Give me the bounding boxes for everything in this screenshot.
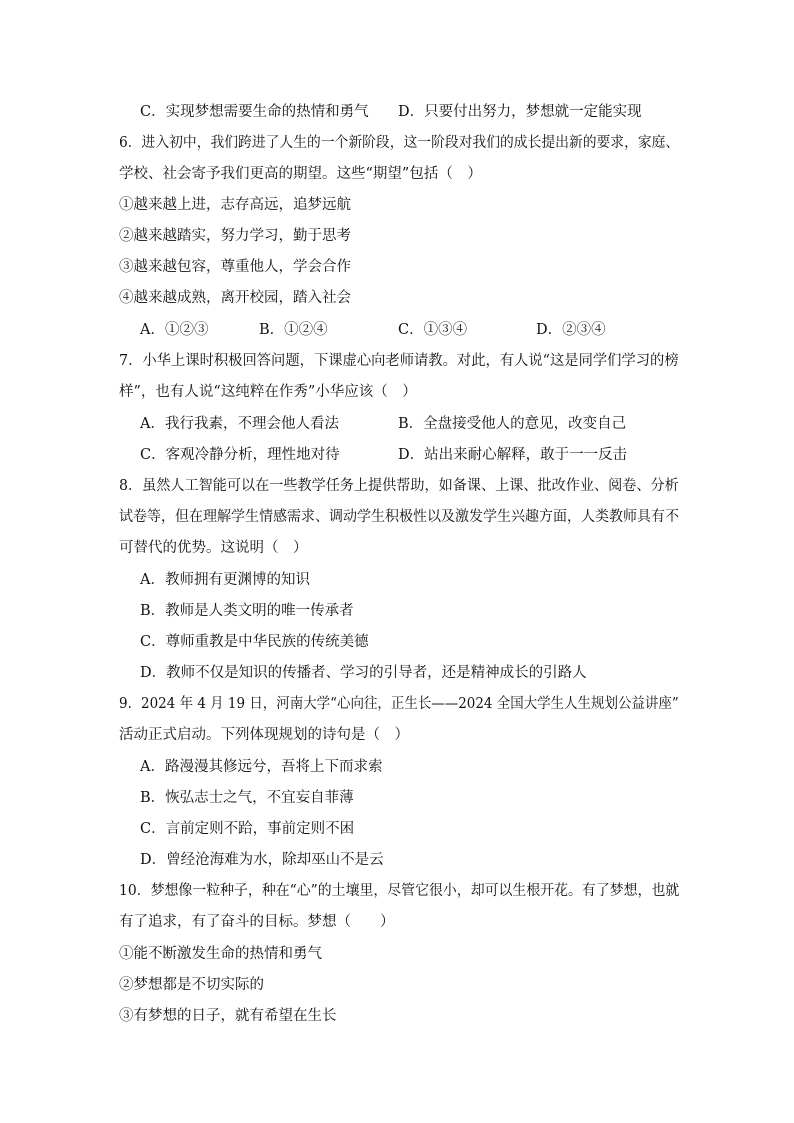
- q10-item-1: ①能不断激发生命的热情和勇气: [119, 946, 322, 962]
- q5-option-d: D．只要付出努力，梦想就一定能实现: [398, 104, 642, 120]
- q6-option-c: C．①③④: [398, 322, 468, 338]
- q10-item-2: ②梦想都是不切实际的: [119, 977, 264, 993]
- q9-stem-line-1: 9．2024 年 4 月 19 日，河南大学“心向往，正生长——2024 全国大学生人生规划公益讲座”: [119, 696, 679, 712]
- q9-option-b: B．恢弘志士之气，不宜妄自菲薄: [140, 790, 354, 806]
- q6-item-2: ②越来越踏实，努力学习，勤于思考: [119, 228, 351, 244]
- q8-option-d: D．教师不仅是知识的传播者、学习的引导者，还是精神成长的引路人: [140, 665, 587, 681]
- q6-stem-line-1: 6．进入初中，我们跨进了人生的一个新阶段，这一阶段对我们的成长提出新的要求，家庭、: [119, 135, 680, 151]
- q5-option-c: C．实现梦想需要生命的热情和勇气: [140, 104, 369, 120]
- q8-stem-line-2: 试卷等，但在理解学生情感需求、调动学生积极性以及激发学生兴趣方面，人类教师具有不: [119, 509, 679, 525]
- q10-stem-line-2: 有了追求，有了奋斗的目标。梦想（ ）: [119, 914, 395, 930]
- q8-option-c: C．尊师重教是中华民族的传统美德: [140, 634, 369, 650]
- q6-stem-line-2: 学校、社会寄予我们更高的期望。这些“期望”包括（ ）: [119, 166, 482, 182]
- q6-option-b: B．①②④: [259, 322, 328, 338]
- q8-stem-line-1: 8．虽然人工智能可以在一些教学任务上提供帮助，如备课、上课、批改作业、阅卷、分析: [119, 478, 679, 494]
- q6-item-4: ④越来越成熟，离开校园，踏入社会: [119, 290, 351, 306]
- q7-stem-line-2: 样”，也有人说“这纯粹在作秀”小华应该（ ）: [119, 384, 417, 400]
- q7-option-a: A．我行我素，不理会他人看法: [140, 416, 339, 432]
- q10-stem-line-1: 10．梦想像一粒种子，种在“心”的土壤里，尽管它很小，却可以生根开花。有了梦想，也就: [119, 883, 680, 899]
- q9-option-a: A．路漫漫其修远兮，吾将上下而求索: [140, 759, 383, 775]
- q6-option-a: A．①②③: [140, 322, 209, 338]
- q6-item-1: ①越来越上进，志存高远，追梦远航: [119, 197, 351, 213]
- q9-option-d: D．曾经沧海难为水，除却巫山不是云: [140, 852, 384, 868]
- q10-item-3: ③有梦想的日子，就有希望在生长: [119, 1008, 337, 1024]
- q8-option-b: B．教师是人类文明的唯一传承者: [140, 603, 354, 619]
- q9-stem-line-2: 活动正式启动。下列体现规划的诗句是（ ）: [119, 727, 409, 743]
- q8-option-a: A．教师拥有更渊博的知识: [140, 572, 310, 588]
- q7-stem-line-1: 7．小华上课时积极回答问题，下课虚心向老师请教。对此，有人说“这是同学们学习的榜: [119, 353, 679, 369]
- q6-option-d: D．②③④: [536, 322, 606, 338]
- q7-option-c: C．客观冷静分析，理性地对待: [140, 447, 340, 463]
- q6-item-3: ③越来越包容，尊重他人，学会合作: [119, 259, 351, 275]
- q7-option-b: B．全盘接受他人的意见，改变自己: [398, 416, 627, 432]
- q8-stem-line-3: 可替代的优势。这说明（ ）: [119, 540, 308, 556]
- q9-option-c: C．言前定则不跲，事前定则不困: [140, 821, 355, 837]
- q7-option-d: D．站出来耐心解释，敢于一一反击: [398, 447, 628, 463]
